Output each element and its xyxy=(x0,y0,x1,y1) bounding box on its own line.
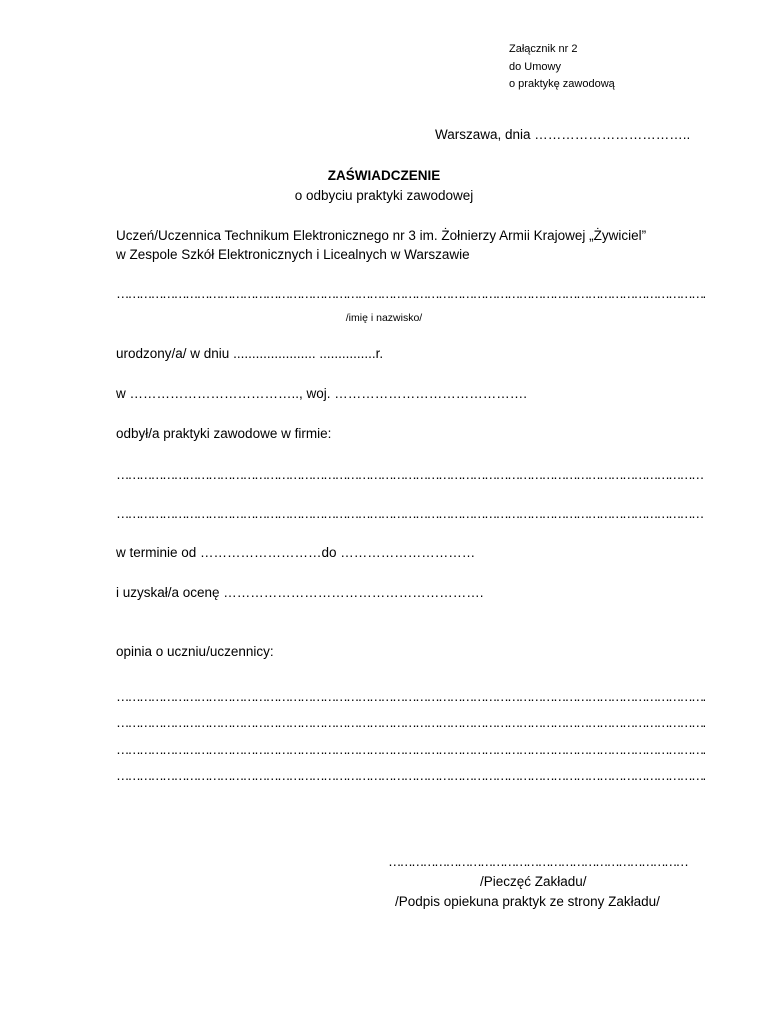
intro-line-2: w Zespole Szkół Elektronicznych i Licealnych w Warszawie xyxy=(116,247,470,262)
name-caption: /imię i nazwisko/ xyxy=(345,312,423,324)
name-field: ………………………………………………………………………………………………………………………………………. xyxy=(116,286,705,301)
opinion-line: ………………………………………………………………………………………………………………………………………. xyxy=(116,715,705,730)
stamp-caption: /Pieczęć Zakładu/ xyxy=(480,874,587,889)
firm-line: ……………………………………………………………………………………………………………………………………… xyxy=(116,506,703,521)
opinion-label: opinia o uczniu/uczennicy: xyxy=(116,644,274,659)
signature-caption: /Podpis opiekuna praktyk ze strony Zakładu/ xyxy=(395,894,660,909)
annex-line-2: do Umowy xyxy=(509,61,561,73)
firm-line: ……………………………………………………………………………………………………………………………………… xyxy=(116,467,703,482)
term-line: w terminie od ………………………do ………………………… xyxy=(116,545,476,560)
intro-line-1: Uczeń/Uczennica Technikum Elektronicznego nr 3 im. Żołnierzy Armii Krajowej „Żywiciel” xyxy=(116,228,647,243)
opinion-line: ………………………………………………………………………………………………………………………………………. xyxy=(116,689,705,704)
firm-label: odbył/a praktyki zawodowe w firmie: xyxy=(116,426,332,441)
document-title: ZAŚWIADCZENIE xyxy=(327,168,441,183)
birth-date-line: urodzony/a/ w dniu ...................... ...............r. xyxy=(116,346,384,361)
signature-dots: …………………………………………………………………… xyxy=(388,854,687,869)
place-date: Warszawa, dnia …………………………….. xyxy=(435,127,691,142)
annex-line-1: Załącznik nr 2 xyxy=(509,43,578,55)
annex-line-3: o praktykę zawodową xyxy=(509,78,615,90)
opinion-line: ………………………………………………………………………………………………………………………………………. xyxy=(116,742,705,757)
birth-place-line: w ……………………………….., woj. ……………………………………. xyxy=(116,386,528,401)
grade-line: i uzyskał/a ocenę …………………………………………………. xyxy=(116,585,484,600)
document-subtitle: o odbyciu praktyki zawodowej xyxy=(294,188,474,203)
opinion-line: ………………………………………………………………………………………………………………………………………. xyxy=(116,768,705,783)
